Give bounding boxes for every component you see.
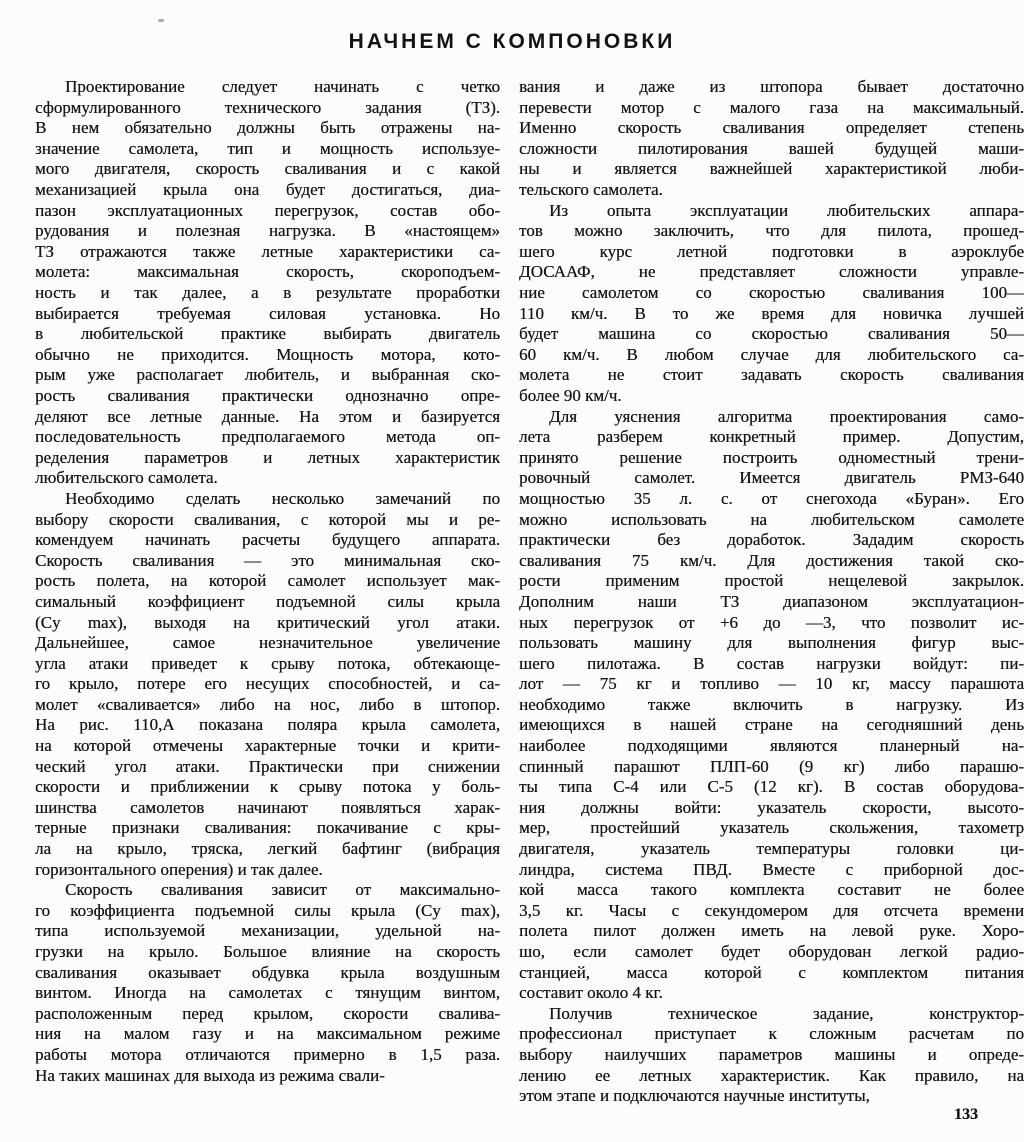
text-line: мощностью 35 л. с. от снегохода «Буран». Его <box>519 488 1024 508</box>
text-line: ны и является важнейшей характеристикой люби- <box>519 159 1024 179</box>
text-line: ческий угол атаки. Практически при снижении <box>35 756 500 776</box>
text-line: Скорость сваливания зависит от максимально- <box>65 880 500 900</box>
text-line: двигателя, указатель температуры головки ци- <box>519 839 1024 859</box>
text-line: обычно не приходится. Мощность мотора, кото- <box>35 344 500 364</box>
text-line: В нем обязательно должны быть отражены на- <box>35 118 500 138</box>
text-line: лот — 75 кг и топливо — 10 кг, массу парашюта <box>519 674 1024 694</box>
text-line: практически без доработок. Зададим скорость <box>519 530 1024 550</box>
text-line: линдра, система ПВД. Вместе с приборной дос- <box>519 859 1024 879</box>
text-line: шего пилотажа. В состав нагрузки войдут: пи- <box>519 653 1024 673</box>
text-line: ния должны войти: указатель скорости, высото- <box>519 797 1024 817</box>
text-line: механизацией крыла она будет достигаться, диа- <box>35 180 500 200</box>
text-line: 110 км/ч. В то же время для новичка лучшей <box>519 303 1024 323</box>
page-number: 133 <box>954 1106 978 1124</box>
text-line: ность и так далее, а в результате проработки <box>35 283 500 302</box>
text-line: сваливания оказывает обдувка крыла воздушным <box>35 962 500 982</box>
text-line: Дополним наши ТЗ диапазоном эксплуатацион- <box>519 591 1024 611</box>
paragraph <box>519 1004 1024 1107</box>
text-line: выбирается требуемая силовая установка. Но <box>35 303 500 323</box>
text-line: Получив техническое задание, конструктор- <box>549 1003 1024 1023</box>
text-line: Именно скорость сваливания определяет степень <box>519 118 1024 138</box>
text-line: ние самолетом со скоростью сваливания 100— <box>519 283 1024 302</box>
text-line: го коэффициента подъемной силы крыла (Cy max), <box>35 900 500 920</box>
text-line: терные признаки сваливания: покачивание с кры- <box>35 818 500 838</box>
text-line: Для уяснения алгоритма проектирования само- <box>549 406 1024 426</box>
text-line: ТЗ отражаются также летные характеристики са- <box>35 241 500 261</box>
text-line: шего курс летной подготовки в аэроклубе <box>519 241 1024 261</box>
text-line: можно использовать на любительском самолете <box>519 509 1024 529</box>
text-line: наиболее подходящими являются планерный на- <box>519 736 1024 756</box>
text-line: тельского самолета. <box>519 180 663 200</box>
text-line: типа используемой механизации, удельной на- <box>35 921 500 941</box>
text-line: любительского самолета. <box>35 468 218 488</box>
left-column <box>35 77 500 1107</box>
text-line: составит около 4 кг. <box>519 983 663 1003</box>
text-line: ла на крыло, тряска, легкий бафтинг (вибрация <box>35 839 500 859</box>
text-line: грузки на крыло. Большое влияние на скорость <box>35 942 500 961</box>
text-line: симальный коэффициент подъемной силы крыла <box>35 591 500 611</box>
text-columns <box>0 77 1024 1107</box>
text-line: деляют все летные данные. На этом и базируется <box>35 406 500 426</box>
text-line: принято решение построить одноместный трени- <box>519 447 1024 467</box>
text-line: ределения параметров и летных характеристик <box>35 447 500 467</box>
text-line: скорости и приближении к срыву потока у боль- <box>35 777 500 797</box>
text-line: профессионал приступает к сложным расчетам по <box>519 1024 1024 1044</box>
text-line: Дальнейшее, самое незначительное увеличение <box>35 633 500 653</box>
text-line: сложности пилотирования вашей будущей маши- <box>519 138 1024 158</box>
scan-artifact <box>158 19 164 22</box>
text-line: сформулированного технического задания (ТЗ). <box>35 97 500 117</box>
text-line: рость полета, на которой самолет использует мак- <box>35 571 500 591</box>
text-line: сваливания 75 км/ч. Для достижения такой ско- <box>519 550 1024 570</box>
text-line: пользовать машину для выполнения фигур выс- <box>519 633 1024 653</box>
text-line: ных перегрузок от +6 до —3, что позволит ис- <box>519 612 1024 632</box>
text-line: угла атаки приведет к срыву потока, обтекающе- <box>35 653 500 673</box>
paragraph <box>35 880 500 1086</box>
text-line: полета пилот должен иметь на левой руке. Хоро- <box>519 921 1024 941</box>
text-line: На рис. 110,А показана поляра крыла самолета, <box>35 715 500 735</box>
paragraph <box>35 489 500 880</box>
text-line: лета разберем конкретный пример. Допустим, <box>519 427 1024 447</box>
text-line: мер, простейший указатель скольжения, тахометр <box>519 818 1024 838</box>
text-line: пазон эксплуатационных перегрузок, состав обо- <box>35 200 500 220</box>
text-line: молет «сваливается» либо на нос, либо в штопор. <box>35 694 500 714</box>
paragraph <box>519 77 1024 201</box>
text-line: выбору скорости сваливания, с которой мы и ре- <box>35 509 500 529</box>
text-line: вания и даже из штопора бывает достаточно <box>519 77 1024 97</box>
text-line: тов можно заключить, что для пилота, прошед- <box>519 221 1024 241</box>
text-line: 60 км/ч. В любом случае для любительского са- <box>519 344 1024 364</box>
text-line: более 90 км/ч. <box>519 385 622 405</box>
page-title: НАЧНЕМ С КОМПОНОВКИ <box>348 30 676 54</box>
text-line: рудования и полезная нагрузка. В «настоящем» <box>35 221 500 241</box>
text-line: Скорость сваливания — это минимальная ско- <box>35 550 500 570</box>
text-line: шинства самолетов начинают появляться харак- <box>35 797 500 817</box>
text-line: расположенным перед крылом, скорости свалива- <box>35 1003 500 1023</box>
text-line: Из опыта эксплуатации любительских аппара- <box>549 200 1024 220</box>
text-line: рости применим простой нещелевой закрылок. <box>519 571 1024 591</box>
text-line: последовательность предполагаемого метода оп- <box>35 427 500 447</box>
text-line: кой масса такого комплекта составит не более <box>519 880 1024 900</box>
text-line: спинный парашют ПЛП-60 (9 кг) либо парашю- <box>519 756 1024 776</box>
paragraph <box>519 407 1024 1004</box>
text-line: ты типа С-4 или С-5 (12 кг). В состав оборудова- <box>519 777 1024 797</box>
text-line: значение самолета, тип и мощность используе- <box>35 138 500 158</box>
text-line: необходимо также включить в нагрузку. Из <box>519 694 1024 714</box>
text-line: станцией, масса которой с комплектом питания <box>519 962 1024 982</box>
text-line: Проектирование следует начинать с четко <box>65 77 500 97</box>
text-line: 3,5 кг. Часы с секундомером для отсчета времени <box>519 900 1024 920</box>
text-line: лению ее летных характеристик. Как правило, на <box>519 1065 1024 1085</box>
text-line: винтом. Иногда на самолетах с тянущим винтом, <box>35 983 500 1003</box>
text-line: на которой отмечены характерные точки и крити- <box>35 736 500 756</box>
text-line: рость сваливания практически однозначно опре- <box>35 385 500 405</box>
paragraph <box>519 201 1024 407</box>
text-line: горизонтального оперения) и так далее. <box>35 859 323 879</box>
text-line: будет машина со скоростью сваливания 50— <box>519 324 1024 344</box>
text-line: молета: максимальная скорость, скороподъем- <box>35 262 500 282</box>
text-line: (Cy max), выходя на критический угол атаки. <box>35 612 500 632</box>
text-line: го крыло, потере его несущих способностей, и са- <box>35 674 500 694</box>
text-line: в любительской практике выбирать двигатель <box>35 324 500 344</box>
text-line: шо, если самолет будет оборудован легкой радио- <box>519 942 1024 961</box>
text-line: Необходимо сделать несколько замечаний по <box>65 488 500 508</box>
right-column <box>519 77 1024 1107</box>
text-line: рым уже располагает любитель, и выбранная ско- <box>35 365 500 385</box>
book-page <box>0 14 1024 1142</box>
text-line: ния на малом газу и на максимальном режиме <box>35 1024 500 1044</box>
text-line: комендуем начинать расчеты будущего аппарата. <box>35 530 500 550</box>
text-line: имеющихся в нашей стране на сегодняшний день <box>519 715 1024 735</box>
text-line: мого двигателя, скорость сваливания и с какой <box>35 159 500 179</box>
paragraph <box>35 77 500 489</box>
text-line: перевести мотор с малого газа на максимальный. <box>519 97 1024 117</box>
text-line: этом этапе и подключаются научные институты, <box>519 1086 870 1106</box>
text-line: работы мотора отличаются примерно в 1,5 раза. <box>35 1044 500 1064</box>
text-line: ровочный самолет. Имеется двигатель РМЗ-640 <box>519 468 1024 488</box>
text-line: ДОСААФ, не представляет сложности управле- <box>519 262 1024 282</box>
text-line: выбору наилучших параметров машины и опреде- <box>519 1044 1024 1064</box>
text-line: На таких машинах для выхода из режима свали- <box>35 1065 385 1085</box>
text-line: молета не стоит задавать скорость сваливания <box>519 365 1024 385</box>
